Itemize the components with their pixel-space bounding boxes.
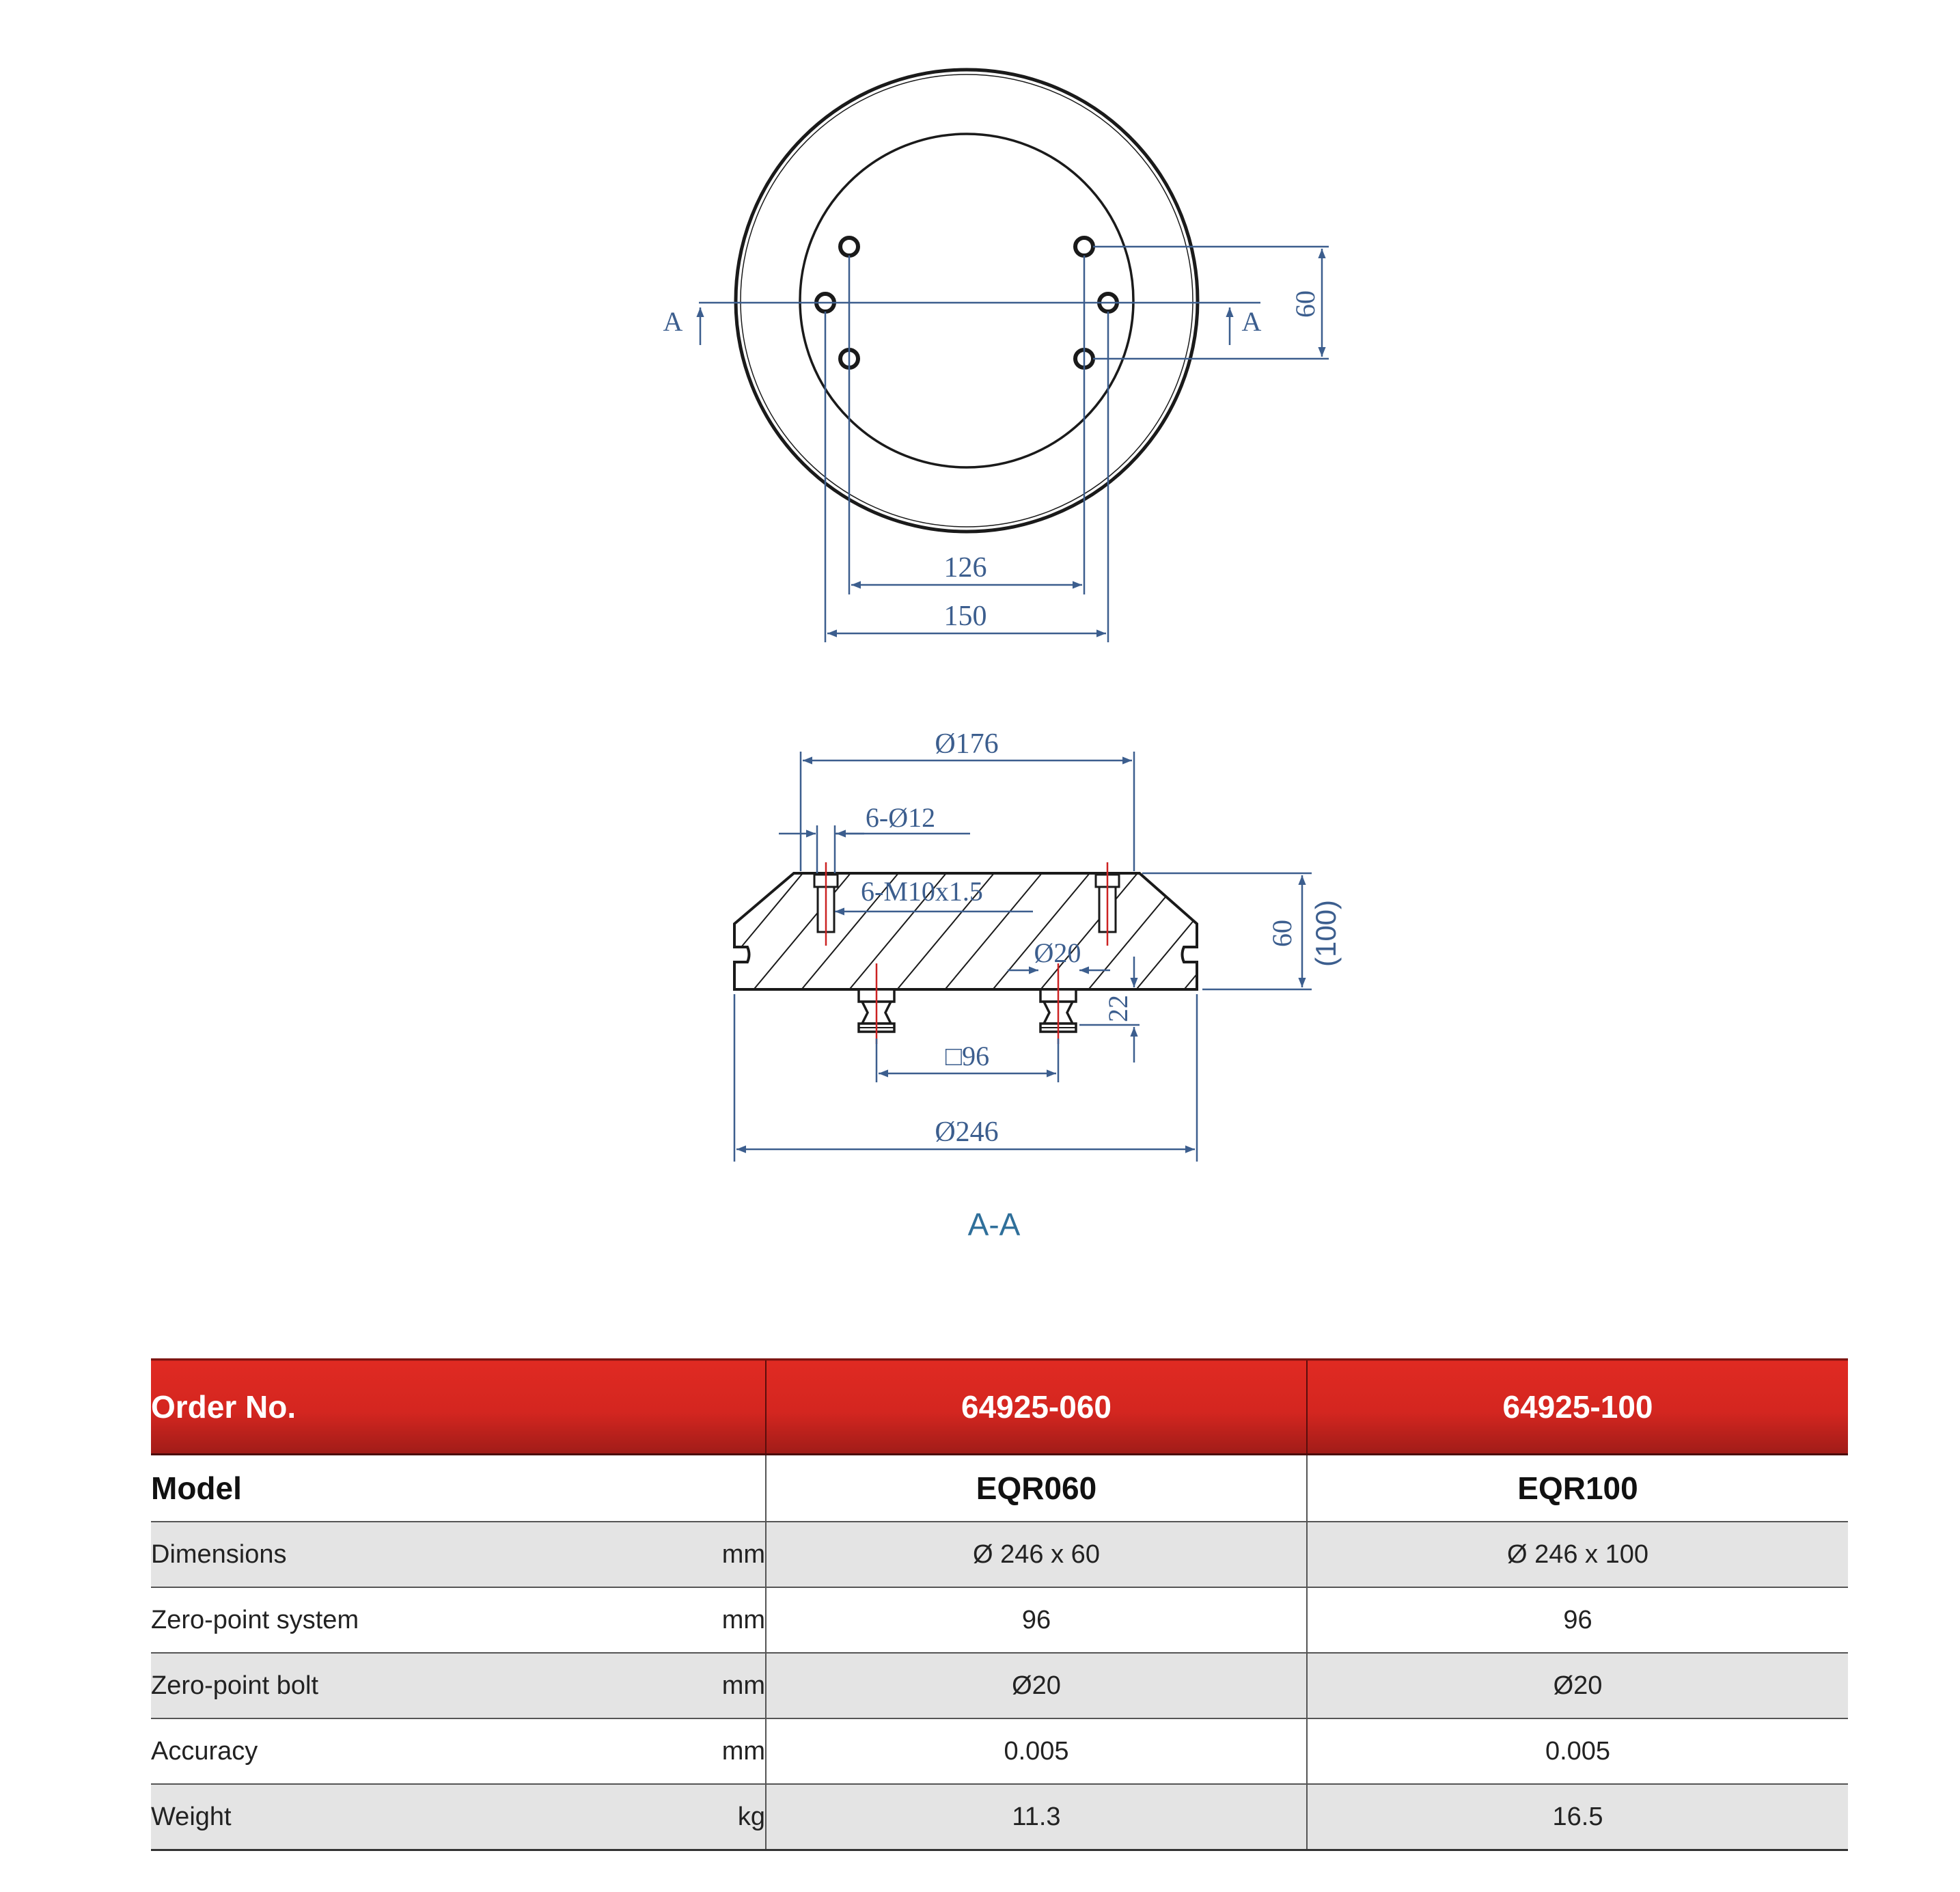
outer-circle-inner-edge [741,74,1193,527]
row-value-a: 96 [766,1587,1307,1653]
row-unit: mm [643,1587,766,1653]
outer-circle [736,70,1198,532]
model-a: EQR060 [766,1455,1307,1522]
dim-176-lines [801,752,1134,871]
dim-126: 126 [943,552,987,584]
hole [840,238,858,256]
row-label: Weight [151,1784,643,1850]
row-value-b: 0.005 [1307,1718,1848,1784]
row-value-b: Ø20 [1307,1653,1848,1718]
table-row [151,1587,1848,1653]
header-order-no: Order No. [151,1360,766,1455]
row-label: Zero-point bolt [151,1653,643,1718]
header-order-a: 64925-060 [766,1360,1307,1455]
model-row [151,1455,1848,1522]
row-unit: mm [643,1653,766,1718]
section-caption: A-A [967,1207,1021,1242]
table-row [151,1522,1848,1587]
row-unit: mm [643,1718,766,1784]
dim-bolt-20: Ø20 [1034,937,1081,968]
row-label: Zero-point system [151,1587,643,1653]
dim-60-top: 60 [1290,290,1321,318]
row-value-a: Ø20 [766,1653,1307,1718]
model-label: Model [151,1455,766,1522]
section-marker-right: A [1241,306,1262,337]
row-unit: kg [643,1784,766,1850]
dim-176: Ø176 [935,728,999,760]
dim-246: Ø246 [935,1116,999,1148]
hole [1075,238,1093,256]
row-label: Accuracy [151,1718,643,1784]
section-hatching [594,820,1325,1066]
row-value-a: 11.3 [766,1784,1307,1850]
section-view [594,728,1342,1242]
table-row [151,1653,1848,1718]
dim-6x12: 6-Ø12 [865,802,936,833]
dim-height-60: 60 [1267,920,1297,947]
dim-22: 22 [1103,995,1133,1022]
row-label: Dimensions [151,1522,643,1587]
row-unit: mm [643,1522,766,1587]
spec-table [151,1358,1848,1851]
row-value-b: Ø 246 x 100 [1307,1522,1848,1587]
table-header-row [151,1360,1848,1455]
section-marker-left: A [663,306,683,337]
header-order-b: 64925-100 [1307,1360,1848,1455]
model-b: EQR100 [1307,1455,1848,1522]
dim-126-150-lines [825,256,1108,642]
dim-height-100: (100) [1310,899,1342,968]
row-value-a: Ø 246 x 60 [766,1522,1307,1587]
dim-150: 150 [943,601,987,632]
table-row [151,1784,1848,1850]
row-value-a: 0.005 [766,1718,1307,1784]
top-view [663,70,1329,642]
dim-square-96: □96 [945,1041,990,1071]
dim-thread: 6-M10x1.5 [861,876,983,907]
section-line [699,303,1260,345]
row-value-b: 96 [1307,1587,1848,1653]
row-value-b: 16.5 [1307,1784,1848,1850]
table-row [151,1718,1848,1784]
